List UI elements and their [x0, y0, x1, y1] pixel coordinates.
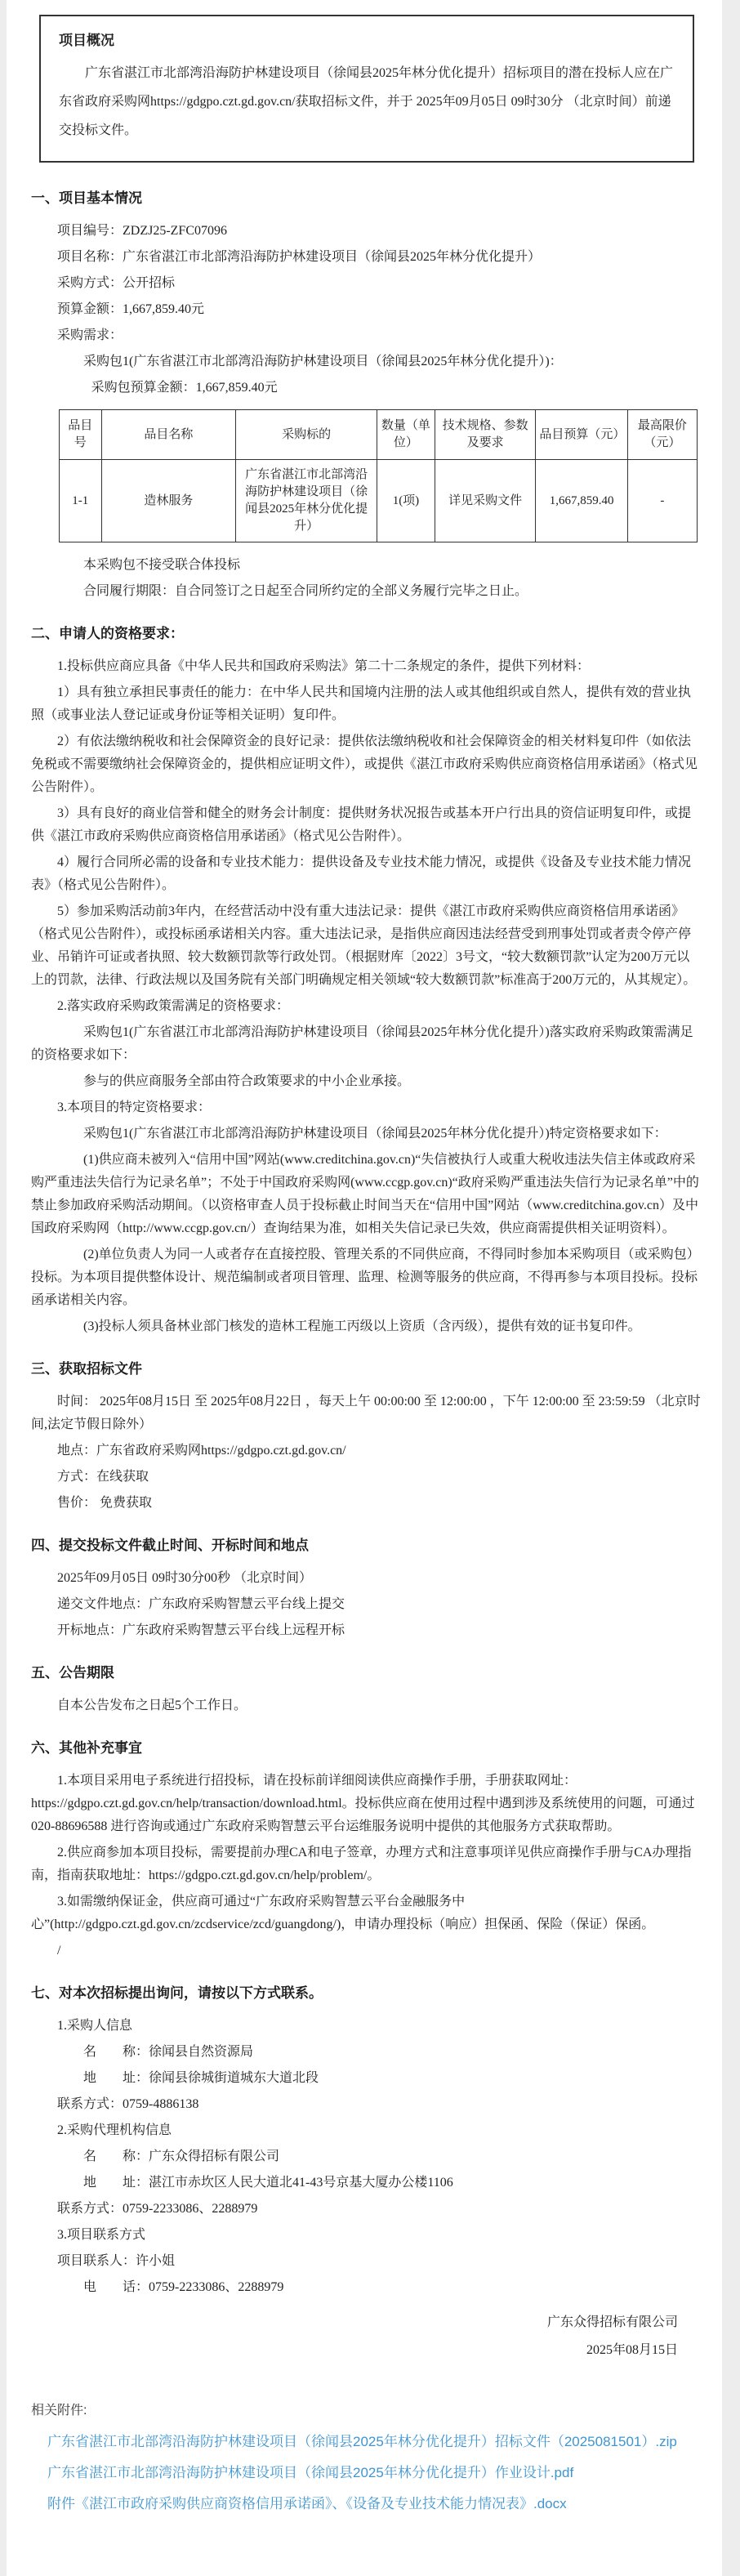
items-table — [59, 409, 698, 542]
announcement-page — [7, 0, 722, 2576]
doc-paragraph: 1.本项目采用电子系统进行招投标，请在投标前详细阅读供应商操作手册，手册获取网址：https://gdgpo.czt.gd.gov.cn/help/transaction/download.html。投标供应商在使用过程中遇到涉及系统使用的问题，可通过020-88696588 进行咨询或通过广东政府采购智慧云平台运维服务说明中提供的其他服务方式获取帮助。 — [31, 1774, 695, 1833]
agent-contact: 联系方式：0759-2233086、2288979 — [57, 2202, 258, 2216]
budget-amount: 预算金额：1,667,859.40元 — [57, 302, 205, 316]
attachment-link-pdf[interactable]: 广东省湛江市北部湾沿海防护林建设项目（徐闻县2025年林分优化提升）作业设计.pdf — [47, 2465, 574, 2480]
table-cell-budget: 1,667,859.40 — [536, 460, 627, 542]
submit-place: 递交文件地点：广东政府采购智慧云平台线上提交 — [57, 1597, 345, 1611]
procurement-method: 采购方式：公开招标 — [57, 276, 176, 290]
section-1-heading: 一、项目基本情况 — [31, 190, 142, 206]
overview-body: 广东省湛江市北部湾沿海防护林建设项目（徐闻县2025年林分优化提升）招标项目的潜在投标人应在广东省政府采购网https://gdgpo.czt.gd.gov.cn/获取招标文件，并于 2025年09月05日 09时30分 （北京时间）前递交投标文件。 — [59, 66, 674, 137]
table-header-cell: 数量（单位） — [377, 410, 435, 460]
section-5-heading: 五、公告期限 — [31, 1665, 114, 1681]
overview-title: 项目概况 — [59, 33, 114, 48]
buyer-name: 名 称：徐闻县自然资源局 — [83, 2045, 254, 2059]
doc-paragraph: 2.落实政府采购政策需满足的资格要求： — [57, 999, 290, 1013]
signature-company: 广东众得招标有限公司 — [546, 2315, 678, 2329]
contract-period-note: 合同履行期限：自合同签订之日起至合同所约定的全部义务履行完毕之日止。 — [83, 584, 528, 598]
table-cell-price-limit: - — [627, 460, 697, 542]
project-contact-person: 项目联系人：许小姐 — [57, 2254, 176, 2268]
project-name: 项目名称：广东省湛江市北部湾沿海防护林建设项目（徐闻县2025年林分优化提升） — [57, 250, 542, 264]
attachments-section — [7, 2400, 722, 2516]
doc-paragraph: 3）具有良好的商业信誉和健全的财务会计制度：提供财务状况报告或基本开户行出具的资信证明复印件，或提供《湛江市政府采购供应商资格信用承诺函》（格式见公告附件）。 — [31, 806, 692, 843]
table-header-cell: 品目号 — [60, 410, 102, 460]
doc-paragraph: (1)供应商未被列入“信用中国”网站(www.creditchina.gov.cn)“失信被执行人或重大税收违法失信主体或政府采购严重违法失信行为记录名单”；不处于中国政府采购网(www.ccgp.gov.cn)“政府采购严重违法失信行为记录名单”中的禁止参加政府采购活动期间。（以资格审查人员于投标截止时间当天在“信用中国”网站（www.creditchina.gov.cn）及中国政府采购网（http://www.ccgp.gov.cn/）查询结果为准，如相关失信记录已失效，供应商需提供相关证明资料）。 — [31, 1153, 699, 1235]
obtain-place: 地点：广东省政府采购网https://gdgpo.czt.gd.gov.cn/ — [57, 1444, 346, 1458]
agent-name: 名 称：广东众得招标有限公司 — [83, 2150, 280, 2163]
announcement-period: 自本公告发布之日起5个工作日。 — [57, 1699, 247, 1712]
obtain-method: 方式：在线获取 — [57, 1470, 149, 1484]
doc-paragraph: / — [57, 1944, 61, 1958]
procurement-demand: 采购需求： — [57, 328, 123, 342]
table-header-cell: 品目名称 — [101, 410, 236, 460]
table-header-cell: 最高限价（元） — [627, 410, 697, 460]
table-cell: 1-1 — [60, 460, 102, 542]
package-budget-line: 采购包预算金额：1,667,859.40元 — [91, 381, 278, 395]
doc-paragraph: 采购包1(广东省湛江市北部湾沿海防护林建设项目（徐闻县2025年林分优化提升）)特定资格要求如下： — [83, 1127, 667, 1141]
table-cell: 造林服务 — [101, 460, 236, 542]
table-cell: 广东省湛江市北部湾沿海防护林建设项目（徐闻县2025年林分优化提升） — [236, 460, 377, 542]
obtain-price: 售价： 免费获取 — [57, 1496, 153, 1510]
doc-paragraph: (2)单位负责人为同一人或者存在直接控股、管理关系的不同供应商，不得同时参加本采购项目（或采购包）投标。为本项目提供整体设计、规范编制或者项目管理、监理、检测等服务的供应商，不得再参与本项目投标。投标函承诺相关内容。 — [31, 1248, 700, 1307]
buyer-contact: 联系方式：0759-4886138 — [57, 2097, 199, 2111]
doc-paragraph: 1.投标供应商应具备《中华人民共和国政府采购法》第二十二条规定的条件，提供下列材料： — [57, 659, 591, 673]
signature-date: 2025年08月15日 — [586, 2343, 678, 2357]
project-contact-title: 3.项目联系方式 — [57, 2228, 146, 2242]
table-header-cell: 技术规格、参数及要求 — [435, 410, 535, 460]
table-row — [60, 460, 698, 542]
project-contact-phone: 电 话：0759-2233086、2288979 — [83, 2280, 284, 2294]
table-cell: 1(项) — [377, 460, 435, 542]
section-7-heading: 七、对本次招标提出询问，请按以下方式联系。 — [31, 1985, 323, 2001]
no-consortium-note: 本采购包不接受联合体投标 — [83, 558, 241, 572]
doc-paragraph: 3.本项目的特定资格要求： — [57, 1100, 212, 1114]
agent-info-title: 2.采购代理机构信息 — [57, 2123, 172, 2137]
buyer-address: 地 址：徐闻县徐城街道城东大道北段 — [83, 2071, 319, 2085]
doc-paragraph: 1）具有独立承担民事责任的能力：在中华人民共和国境内注册的法人或其他组织或自然人，提供有效的营业执照（或事业法人登记证或身份证等相关证明）复印件。 — [31, 685, 692, 722]
signature-block — [31, 2310, 702, 2363]
doc-paragraph: 3.如需缴纳保证金，供应商可通过“广东政府采购智慧云平台金融服务中心”(http://gdgpo.czt.gd.gov.cn/zcdservice/zcd/guangdong/)，申请办理投标（响应）担保函、保险（保证）保函。 — [31, 1895, 655, 1931]
doc-paragraph: 5）参加采购活动前3年内，在经营活动中没有重大违法记录：提供《湛江市政府采购供应商资格信用承诺函》（格式见公告附件），或投标函承诺相关内容。重大违法记录，是指供应商因违法经营受到刑事处罚或者责令停产停业、吊销许可证或者执照、较大数额罚款等行政处罚。（根据财库〔2022〕3号文，“较大数额罚款”认定为200万元以上的罚款，法律、行政法规以及国务院有关部门明确规定相关领域“较大数额罚款”标准高于200万元的，从其规定）。 — [31, 904, 697, 987]
doc-paragraph: 2）有依法缴纳税收和社会保障资金的良好记录：提供依法缴纳税收和社会保障资金的相关材料复印件（如依法免税或不需要缴纳社会保障资金的，提供相应证明文件），或提供《湛江市政府采购供应商资格信用承诺函》（格式见公告附件）。 — [31, 734, 698, 794]
attachment-link-zip[interactable]: 广东省湛江市北部湾沿海防护林建设项目（徐闻县2025年林分优化提升）招标文件（2025081501）.zip — [47, 2434, 677, 2449]
table-header-row — [60, 410, 698, 460]
project-number: 项目编号：ZDZJ25-ZFC07096 — [57, 224, 228, 238]
section-2-heading: 二、申请人的资格要求： — [31, 626, 184, 641]
doc-paragraph: 参与的供应商服务全部由符合政策要求的中小企业承接。 — [83, 1074, 411, 1088]
deadline-time: 2025年09月05日 09时30分00秒 （北京时间） — [57, 1571, 313, 1585]
obtain-time: 时间： 2025年08月15日 至 2025年08月22日 ，每天上午 00:00:00 至 12:00:00 ，下午 12:00:00 至 23:59:59 （北京时间,法定节假日除外） — [31, 1395, 701, 1431]
doc-paragraph: 2.供应商参加本项目投标，需要提前办理CA和电子签章，办理方式和注意事项详见供应商操作手册与CA办理指南，指南获取地址：https://gdgpo.czt.gd.gov.cn/help/problem/。 — [31, 1846, 692, 1882]
document-body — [7, 15, 722, 2363]
table-header-cell: 品目预算（元） — [536, 410, 627, 460]
attachments-label: 相关附件: — [31, 2404, 87, 2418]
doc-paragraph: 采购包1(广东省湛江市北部湾沿海防护林建设项目（徐闻县2025年林分优化提升）)落实政府采购政策需满足的资格要求如下： — [31, 1025, 693, 1062]
doc-paragraph: (3)投标人须具备林业部门核发的造林工程施工丙级以上资质（含丙级），提供有效的证书复印件。 — [83, 1319, 641, 1333]
table-header-cell: 采购标的 — [236, 410, 377, 460]
table-cell: 详见采购文件 — [435, 460, 535, 542]
section-6-heading: 六、其他补充事宜 — [31, 1740, 142, 1756]
package-1-line: 采购包1(广东省湛江市北部湾沿海防护林建设项目（徐闻县2025年林分优化提升）)： — [83, 355, 563, 368]
buyer-info-title: 1.采购人信息 — [57, 2019, 133, 2033]
attachment-link-docx[interactable]: 附件《湛江市政府采购供应商资格信用承诺函》、《设备及专业技术能力情况表》.docx — [47, 2496, 567, 2511]
project-overview-box — [39, 15, 694, 163]
section-4-heading: 四、提交投标文件截止时间、开标时间和地点 — [31, 1538, 309, 1553]
doc-paragraph: 4）履行合同所必需的设备和专业技术能力：提供设备及专业技术能力情况，或提供《设备及专业技术能力情况表》（格式见公告附件）。 — [31, 855, 692, 892]
open-bid-place: 开标地点：广东政府采购智慧云平台线上远程开标 — [57, 1623, 345, 1637]
section-3-heading: 三、获取招标文件 — [31, 1361, 142, 1377]
agent-address: 地 址：湛江市赤坎区人民大道北41-43号京基大厦办公楼1106 — [83, 2176, 453, 2190]
